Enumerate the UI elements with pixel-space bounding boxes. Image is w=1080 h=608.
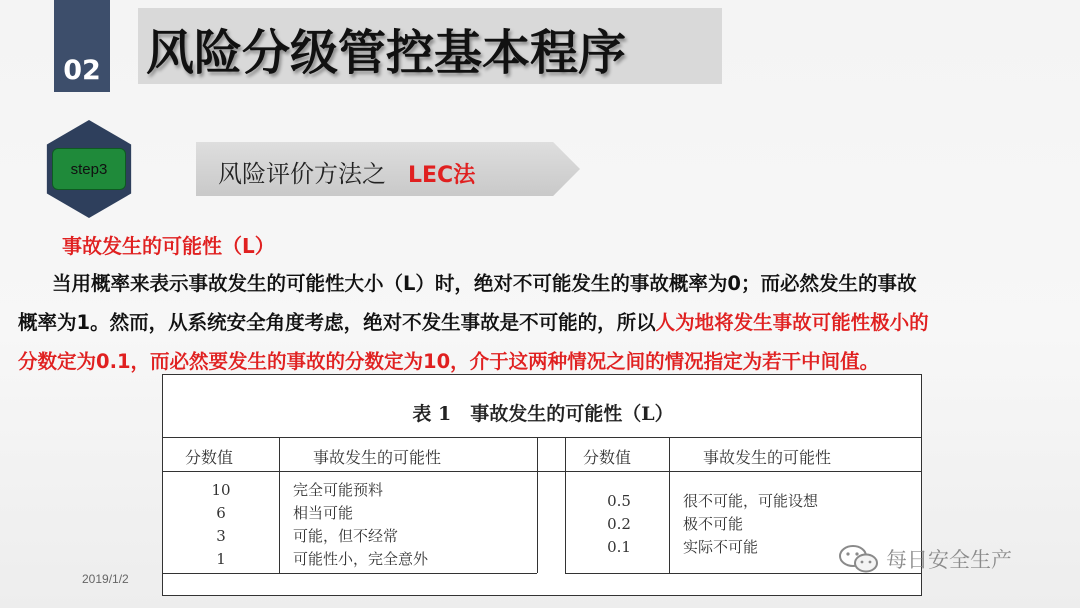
table-rule-bottom-left: [163, 573, 537, 574]
paragraph-line-2: [18, 303, 1070, 342]
wechat-icon: [838, 544, 880, 574]
paragraph-line-3: 分数定为0.1，而必然要发生的事故的分数定为10，介于这两种情况之间的情况指定为若干中间值。: [18, 350, 880, 373]
right-values-column: [591, 490, 647, 559]
right-value-cell: 0.1: [607, 538, 631, 556]
paragraph-line-2-black: 概率为1。然而，从系统安全角度考虑，绝对不发生事故是不可能的，所以: [18, 311, 656, 334]
section-number: 02: [54, 0, 110, 92]
left-values-column: [193, 479, 249, 571]
likelihood-table: [162, 374, 922, 596]
left-description-cell: 可能性小，完全意外: [293, 550, 429, 568]
paragraph-line-2-red: 人为地将发生事故可能性极小的: [655, 311, 929, 334]
banner-text: [218, 154, 475, 189]
body-paragraph: [18, 264, 1070, 381]
table-col-divider-2: [537, 437, 538, 573]
left-descriptions-column: [293, 479, 428, 571]
table-header-score-right: 分数值: [583, 448, 632, 467]
page-title: 风险分级管控基本程序: [146, 25, 627, 81]
watermark-text: 每日安全生产: [886, 548, 1012, 572]
right-descriptions-column: [683, 490, 818, 559]
table-col-divider-4: [669, 437, 670, 573]
table-header-score-left: 分数值: [185, 448, 234, 467]
section-heading: 事故发生的可能性（L）: [62, 234, 275, 258]
right-description-cell: 实际不可能: [683, 538, 759, 556]
left-description-cell: 相当可能: [293, 504, 354, 522]
left-value-cell: 6: [216, 504, 226, 522]
slide-date: 2019/1/2: [82, 572, 129, 586]
watermark: [838, 544, 1012, 574]
step-badge: step3: [52, 148, 126, 190]
table-col-divider-3: [565, 437, 566, 573]
left-value-cell: 1: [216, 550, 226, 568]
right-value-cell: 0.5: [607, 492, 631, 510]
left-value-cell: 10: [211, 481, 231, 499]
table-header-likelihood-right: 事故发生的可能性: [703, 448, 832, 467]
table-rule-top: [163, 437, 921, 438]
paragraph-line-1: 当用概率来表示事故发生的可能性大小（L）时，绝对不可能发生的事故概率为0；而必然发生的事故: [52, 272, 917, 295]
right-description-cell: 很不可能，可能设想: [683, 492, 819, 510]
table-rule-header: [163, 471, 921, 472]
left-description-cell: 完全可能预料: [293, 481, 384, 499]
banner-highlight: LEC法: [408, 163, 476, 188]
left-value-cell: 3: [216, 527, 226, 545]
right-description-cell: 极不可能: [683, 515, 744, 533]
table-col-divider-1: [279, 437, 280, 573]
table-caption: 表 1 事故发生的可能性（L）: [412, 403, 674, 425]
table-header-likelihood-left: 事故发生的可能性: [313, 448, 442, 467]
left-description-cell: 可能，但不经常: [293, 527, 399, 545]
right-value-cell: 0.2: [607, 515, 631, 533]
banner-label: 风险评价方法之: [218, 160, 386, 188]
